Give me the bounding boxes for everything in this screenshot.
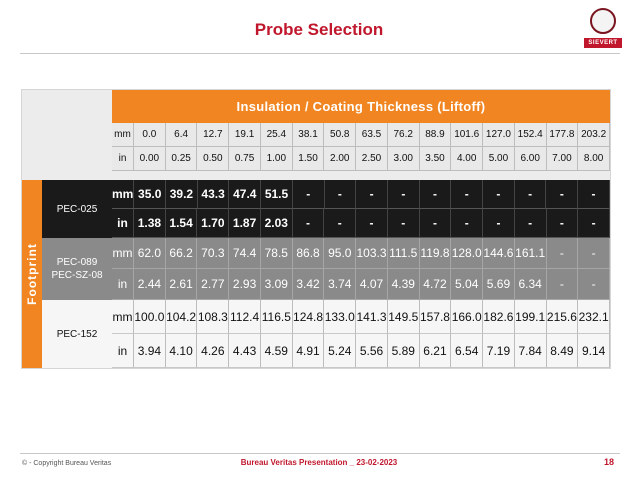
table-cell: 3.42 <box>293 269 325 300</box>
table-cell: - <box>356 209 388 238</box>
table-cell: 4.72 <box>420 269 452 300</box>
table-cell: 3.74 <box>324 269 356 300</box>
table-cell: 4.91 <box>293 334 325 368</box>
table-cell: 161.1 <box>515 238 547 269</box>
table-cell: 7.00 <box>547 147 579 171</box>
table-cell: 8.49 <box>547 334 579 368</box>
probe-name-label: PEC-089 PEC-SZ-08 <box>51 257 103 281</box>
table-cell: - <box>293 209 325 238</box>
table-cell: - <box>515 209 547 238</box>
table-cell: 78.5 <box>261 238 293 269</box>
header-row-in <box>112 147 610 171</box>
table-cell: 5.24 <box>324 334 356 368</box>
table-cell: 141.3 <box>356 300 388 334</box>
table-cell: 100.0 <box>134 300 166 334</box>
table-cell: - <box>356 180 388 209</box>
table-cell: 3.50 <box>420 147 452 171</box>
table-cell: 8.00 <box>578 147 610 171</box>
table-cell: 5.89 <box>388 334 420 368</box>
table-cell: 144.6 <box>483 238 515 269</box>
table-cell: 4.39 <box>388 269 420 300</box>
table-cell: 166.0 <box>451 300 483 334</box>
table-cell: - <box>483 209 515 238</box>
table-cell: 4.26 <box>197 334 229 368</box>
table-cell: - <box>324 209 356 238</box>
presentation-label: Bureau Veritas Presentation _ 23-02-2023 <box>240 458 398 467</box>
table-cell: 203.2 <box>578 123 610 147</box>
table-cell: 2.03 <box>261 209 293 238</box>
table-cell: 128.0 <box>451 238 483 269</box>
table-cell: 6.34 <box>515 269 547 300</box>
table-cell: 177.8 <box>547 123 579 147</box>
table-cell: 95.0 <box>324 238 356 269</box>
header-divider <box>20 53 620 54</box>
table-cell: 2.93 <box>229 269 261 300</box>
table-cell: 116.5 <box>261 300 293 334</box>
table-cell: 5.69 <box>483 269 515 300</box>
unit-cell: mm <box>112 123 134 147</box>
table-cell: 4.07 <box>356 269 388 300</box>
table-cell: - <box>578 238 610 269</box>
data-row-pec-152-mm <box>112 300 610 334</box>
probe-name-pec-152 <box>42 300 112 368</box>
unit-cell: mm <box>112 300 134 334</box>
table-cell: - <box>451 180 483 209</box>
table-cell: 2.44 <box>134 269 166 300</box>
table-cell: 7.84 <box>515 334 547 368</box>
table-cell: 0.00 <box>134 147 166 171</box>
unit-cell: in <box>112 209 134 238</box>
table-cell: 104.2 <box>166 300 198 334</box>
table-cell: 182.6 <box>483 300 515 334</box>
table-cell: 38.1 <box>293 123 325 147</box>
table-cell: 12.7 <box>197 123 229 147</box>
table-cell: 5.00 <box>483 147 515 171</box>
table-cell: 1.70 <box>197 209 229 238</box>
logo-label: SIEVERT <box>584 38 622 48</box>
table-cell: 4.00 <box>451 147 483 171</box>
data-row-pec-152-in <box>112 334 610 368</box>
header-row-mm <box>112 123 610 147</box>
table-cell: 35.0 <box>134 180 166 209</box>
table-cell: 43.3 <box>198 180 230 209</box>
footprint-side-label <box>22 180 42 368</box>
page-number: 18 <box>604 457 615 467</box>
unit-cell: in <box>112 147 134 171</box>
table-cell: 70.3 <box>197 238 229 269</box>
table-cell: 66.2 <box>166 238 198 269</box>
table-cell: 127.0 <box>483 123 515 147</box>
table-cell: 0.50 <box>197 147 229 171</box>
table-cell: 215.6 <box>547 300 579 334</box>
table-cell: 111.5 <box>388 238 420 269</box>
bureau-veritas-logo <box>584 8 622 50</box>
probe-name-label: PEC-025 <box>56 203 98 215</box>
unit-cell: mm <box>112 238 134 269</box>
table-cell: 86.8 <box>293 238 325 269</box>
footprint-text: Footprint <box>25 243 39 305</box>
table-cell: - <box>546 180 578 209</box>
table-cell: 4.43 <box>229 334 261 368</box>
table-cell: 51.5 <box>261 180 293 209</box>
table-cell: - <box>451 209 483 238</box>
table-cell: 108.3 <box>197 300 229 334</box>
table-cell: 2.61 <box>166 269 198 300</box>
probe-name-pec-089 <box>42 238 112 300</box>
table-cell: - <box>578 180 610 209</box>
table-cell: 124.8 <box>293 300 325 334</box>
data-row-pec-089-mm <box>112 238 610 269</box>
table-cell: 1.38 <box>134 209 166 238</box>
table-cell: 152.4 <box>515 123 547 147</box>
table-cell: - <box>483 180 515 209</box>
table-cell: 3.00 <box>388 147 420 171</box>
table-cell: - <box>547 238 579 269</box>
thickness-band-header: Insulation / Coating Thickness (Liftoff) <box>112 90 610 123</box>
footer-divider <box>20 453 620 454</box>
table-cell: 3.94 <box>134 334 166 368</box>
table-cell: - <box>293 180 325 209</box>
table-cell: 5.56 <box>356 334 388 368</box>
table-cell: 0.75 <box>229 147 261 171</box>
unit-cell: mm <box>112 180 134 209</box>
table-cell: 74.4 <box>229 238 261 269</box>
table-cell: - <box>325 180 357 209</box>
table-cell: 6.4 <box>166 123 198 147</box>
data-row-pec-089-in <box>112 269 610 300</box>
table-cell: 5.04 <box>451 269 483 300</box>
table-cell: 76.2 <box>388 123 420 147</box>
table-cell: 199.1 <box>515 300 547 334</box>
seal-icon <box>590 8 616 34</box>
table-cell: 7.19 <box>483 334 515 368</box>
table-cell: 157.8 <box>420 300 452 334</box>
data-row-pec-025-in <box>112 209 610 238</box>
table-cell: - <box>388 180 420 209</box>
data-row-pec-025-mm <box>112 180 610 209</box>
table-cell: 4.10 <box>166 334 198 368</box>
table-cell: 39.2 <box>166 180 198 209</box>
probe-selection-table <box>22 90 610 368</box>
table-cell: 6.21 <box>420 334 452 368</box>
unit-cell: in <box>112 269 134 300</box>
probe-name-label: PEC-152 <box>56 328 98 340</box>
unit-cell: in <box>112 334 134 368</box>
table-cell: 6.00 <box>515 147 547 171</box>
table-cell: 6.54 <box>451 334 483 368</box>
table-cell: 2.77 <box>197 269 229 300</box>
table-cell: 0.25 <box>166 147 198 171</box>
table-cell: 88.9 <box>420 123 452 147</box>
table-cell: - <box>578 209 610 238</box>
table-cell: 1.50 <box>293 147 325 171</box>
table-cell: 50.8 <box>324 123 356 147</box>
table-cell: 2.00 <box>324 147 356 171</box>
table-cell: - <box>388 209 420 238</box>
table-cell: 101.6 <box>451 123 483 147</box>
table-cell: - <box>420 209 452 238</box>
table-cell: 47.4 <box>229 180 261 209</box>
table-cell: 112.4 <box>229 300 261 334</box>
table-cell: 19.1 <box>229 123 261 147</box>
table-cell: 25.4 <box>261 123 293 147</box>
table-cell: 0.0 <box>134 123 166 147</box>
table-cell: 62.0 <box>134 238 166 269</box>
slide-title: Probe Selection <box>254 20 384 39</box>
table-cell: 4.59 <box>261 334 293 368</box>
table-cell: 1.87 <box>229 209 261 238</box>
table-cell: 9.14 <box>578 334 610 368</box>
table-cell: 3.09 <box>261 269 293 300</box>
table-cell: 119.8 <box>420 238 452 269</box>
table-cell: 2.50 <box>356 147 388 171</box>
table-cell: - <box>547 269 579 300</box>
copyright-text: © - Copyright Bureau Veritas <box>22 460 112 467</box>
table-cell: 1.00 <box>261 147 293 171</box>
probe-name-pec-025 <box>42 180 112 238</box>
table-cell: 149.5 <box>388 300 420 334</box>
table-cell: 63.5 <box>356 123 388 147</box>
table-cell: 232.1 <box>578 300 610 334</box>
table-cell: - <box>547 209 579 238</box>
table-cell: - <box>515 180 547 209</box>
table-cell: 103.3 <box>356 238 388 269</box>
table-cell: - <box>420 180 452 209</box>
table-cell: 1.54 <box>166 209 198 238</box>
table-cell: - <box>578 269 610 300</box>
table-cell: 133.0 <box>324 300 356 334</box>
